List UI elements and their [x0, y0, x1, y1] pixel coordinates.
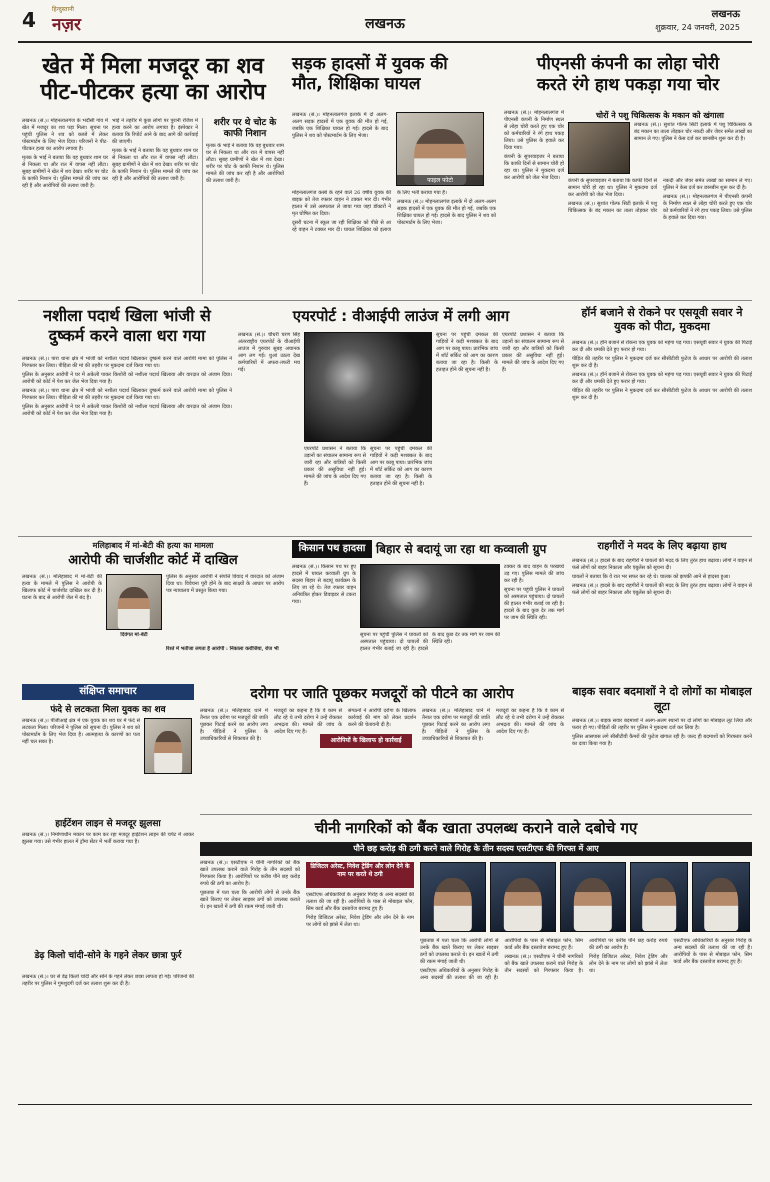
headline [22, 306, 232, 346]
article-horn [572, 306, 752, 532]
brief-item-text: लखनऊ (सं.)। पीजीआई क्षेत्र में एक युवक का शव घर में फंदे से लटकता मिला। परिजनों ने पुलिस को सूचना दी। पुलिस ने शव को पोस्टमार्टम के लिए भेज दिया है। आत्महत्या के कारणों का पता नहीं चल सका है। [22, 718, 140, 745]
paragraph: लखनऊ (सं.)। हॉर्न बजाने से रोकना एक युवक को महंगा पड़ गया। एसयूवी सवार ने युवक की पिटाई कर दी और धमकी देते हुए फरार हो गया। [572, 372, 752, 385]
brief-item-text: लखनऊ (सं.)। निर्माणाधीन मकान पर काम कर रहा मजदूर हाईटेंशन लाइन की चपेट में आकर झुलस गया। उसे गंभीर हालत में ट्रॉमा सेंटर में भर्ती कराया गया है। [22, 832, 194, 845]
victim-photo [396, 112, 484, 186]
person-figure [704, 878, 738, 931]
article-body [22, 356, 232, 532]
paragraph: लखनऊ (सं.)। एसटीएफ ने चीनी नागरिकों को बैंक खाते उपलब्ध कराने वाले गिरोह के तीन सदस्यों को गिरफ्तार किया है। आरोपियों पर करीब पौने छह करोड़ रुपये की ठगी का आरोप है। [200, 860, 300, 887]
article-body: लखनऊ (सं.)। चौधरी चरण सिंह अंतरराष्ट्रीय एयरपोर्ट के वीआईपी लाउंज में गुरुवार सुबह अचानक आग लग गई। धुआं उठता देख कर्मचारियों में अफरा-तफरी मच गई। [238, 332, 300, 373]
paragraph: कंपनी के सुपरवाइजर ने बताया कि काफी दिनों से सामान चोरी हो रहा था। पुलिस ने मुकदमा दर्ज कर आरोपी को जेल भेज दिया। [504, 154, 564, 181]
article-body [572, 558, 752, 680]
headline: राहगीरों ने मदद के लिए बढ़ाया हाथ [597, 541, 727, 552]
paragraph: मोहनलालगंज कस्बे के रहने वाले 26 वर्षीय युवक की बाइक को तेज रफ्तार वाहन ने टक्कर मार दी। गंभीर हालत में उसे अस्पताल ले जाया गया जहां डॉक्टरों ने मृत घोषित कर दिया। [292, 190, 391, 217]
paragraph: लखनऊ (सं.)। बाइक सवार बदमाशों ने अलग-अलग स्थानों पर दो लोगों का मोबाइल लूट लिया और फरार हो गए। पीड़ितों की तहरीर पर पुलिस ने मुकदमा दर्ज कर लिया है। [572, 718, 752, 731]
masthead-rule [18, 41, 752, 43]
article-body-2 [292, 190, 496, 294]
article-body [504, 110, 564, 292]
paragraph: लखनऊ (सं.)। पारा थाना क्षेत्र में भांजी को नशीला पदार्थ खिलाकर दुष्कर्म करने वाले आरोपी मामा को पुलिस ने गिरफ्तार कर लिया। पीड़िता की मां की तहरीर पर मुकदमा दर्ज किया गया था। [22, 356, 232, 369]
masthead [0, 0, 770, 46]
paragraph: लखनऊ (सं.)। हादसे के बाद राहगीरों ने घायलों की मदद के लिए तुरंत हाथ बढ़ाया। लोगों ने वाहन से फंसे लोगों को बाहर निकाला और एंबुलेंस को सूचना दी। [572, 558, 752, 571]
article-field-body [22, 54, 284, 294]
headline: बाइक सवार बदमाशों ने दो लोगों का मोबाइल लूटा [572, 685, 752, 713]
paragraph: सूचना पर पहुंची पुलिस ने घायलों को अस्पताल पहुंचाया। दो घायलों की हालत गंभीर बताई जा रही है। हादसे के बाद कुछ देर तक मार्ग पर जाम की स्थिति रही। [504, 587, 564, 621]
article-daroga [200, 684, 564, 810]
box-body: मृतक के भाई ने बताया कि वह बुधवार शाम घर से निकला था और रात में वापस नहीं लौटा। सुबह ग्रामीणों ने खेत में शव देखा। शरीर पर चोट के काफी निशान थे। पुलिस मामले की जांच कर रही है और आरोपियों की तलाश जारी है। [206, 143, 284, 184]
article-body-3 [504, 564, 564, 680]
inset-label: डिजिटल अरेस्ट, निवेश ट्रेडिंग और लोन देने के नाम पर करते थे ठगी [306, 862, 414, 888]
article-body-2: पुलिस के अनुसार आरोपी ने संपत्ति विवाद में वारदात को अंजाम दिया था। विवेचना पूरी होने के बाद साक्ष्यों के आधार पर आरोप पत्र न्यायालय में प्रस्तुत किया गया। [166, 574, 284, 594]
article-body [200, 860, 300, 1098]
paragraph: टक्कर के बाद वाहन के परखच्चे उड़ गए। पुलिस मामले की जांच कर रही है। [504, 564, 564, 584]
photo-caption: फाइल फोटो [397, 175, 483, 185]
paragraph: मजदूरों का कहना है कि वे काम से लौट रहे थे तभी दरोगा ने उन्हें रोककर अभद्रता की। मामले की जांच के आदेश दिए गए हैं। [274, 708, 342, 735]
fire-photo [304, 332, 432, 442]
crash-photo [360, 564, 500, 628]
accused-photo-4 [630, 862, 688, 932]
footer-rule [18, 1104, 752, 1105]
headline-line-1: सड़क हादसों में युवक की [292, 54, 448, 74]
paragraph: लखनऊ (सं.)। मोहनलालगंज के भदौसी गांव में खेत में मजदूर का शव पड़ा मिला। सूचना पर पहुंची पुलिस ने शव को कब्जे में लेकर पोस्टमार्टम के लिए भेज दिया। परिजनों ने पीट-पीटकर हत्या का आरोप लगाया है। [22, 118, 108, 152]
paragraph: पूछताछ में पता चला कि आरोपी लोगों से उनके बैंक खाते किराए पर लेकर साइबर ठगों को उपलब्ध कराते थे। इन खातों में ठगी की रकम मंगाई जाती थी। [420, 938, 499, 965]
person-figure [574, 878, 612, 931]
headline [22, 54, 284, 106]
paragraph: मृतक के भाई ने बताया कि वह बुधवार शाम घर से निकला था और रात में वापस नहीं लौटा। सुबह ग्रामीणों ने खेत में शव देखा। शरीर पर चोट के काफी निशान थे। पुलिस मामले की जांच कर रही है और आरोपियों की तलाश जारी है। [112, 148, 198, 182]
headline: बिहार से बदायूं जा रहा था कव्वाली ग्रुप [376, 542, 547, 556]
person-figure [434, 878, 472, 931]
photo-caption: दिवंगत मां-बेटी [120, 632, 148, 638]
brief-photo [144, 718, 192, 774]
news-brief [22, 684, 194, 1098]
headline-line-2: पीट-पीटकर हत्या का आरोप [40, 80, 266, 105]
paragraph: पीड़ित की तहरीर पर पुलिस ने मुकदमा दर्ज कर सीसीटीवी फुटेज के आधार पर आरोपी की तलाश शुरू कर दी है। [572, 356, 752, 369]
person-figure [642, 878, 676, 931]
paragraph: लखनऊ (सं.)। मलिहाबाद थाने में तैनात एक दरोगा पर मजदूरों की जाति पूछकर पिटाई करने का आरोप लगा है। पीड़ितों ने पुलिस के उच्चाधिकारियों से शिकायत की है। [422, 708, 490, 742]
article-body-col2 [112, 118, 198, 294]
box-title: शरीर पर थे चोट के काफी निशान [213, 118, 277, 139]
article-body: लखनऊ (सं.)। मलिहाबाद में मां-बेटी की हत्या के मामले में पुलिस ने आरोपी के खिलाफ कोर्ट में चार्जशीट दाखिल कर दी है। घटना के बाद से आरोपी जेल में बंद है। [22, 574, 102, 601]
paragraph: मजदूरों का कहना है कि वे काम से लौट रहे थे तभी दरोगा ने उन्हें रोककर अभद्रता की। मामले की जांच के आदेश दिए गए हैं। [496, 708, 564, 735]
article-body-3: एयरपोर्ट प्रशासन ने बताया कि उड़ानों का संचालन सामान्य रूप से जारी रहा और यात्रियों को किसी प्रकार की असुविधा नहीं हुई। मामले की जांच के आदेश दिए गए हैं। [502, 332, 564, 373]
divider [18, 536, 752, 537]
paragraph: लखनऊ (सं.)। सुशांत गोल्फ सिटी इलाके में पशु चिकित्सक के बंद मकान का ताला तोड़कर चोर नकदी और जेवर समेत लाखों का सामान ले गए। पुलिस ने केस दर्ज कर छानबीन शुरू कर दी है। [568, 178, 752, 214]
accused-photo-3 [560, 862, 626, 932]
article-body-2 [306, 892, 414, 1098]
sidebar-box [202, 118, 284, 294]
person-figure [154, 731, 182, 773]
headline-line-1: पीएनसी कंपनी का लोहा चोरी [536, 54, 720, 74]
article-chargesheet [22, 540, 284, 680]
paragraph: सूचना पर पहुंची पुलिस ने घायलों को अस्पताल पहुंचाया। दो घायलों की हालत गंभीर बताई जा रही है। हादसे के बाद कुछ देर तक मार्ग पर जाम की स्थिति रही। [360, 632, 500, 652]
headline [292, 54, 496, 94]
brief-title: संक्षिप्त समाचार [22, 684, 194, 700]
kicker: मलिहाबाद में मां-बेटी की हत्या का मामला [92, 541, 214, 550]
headline: हॉर्न बजाने से रोकने पर एसयूवी सवार ने युवक को पीटा, मुकदमा [581, 306, 743, 333]
paragraph: पुलिस के अनुसार आरोपी ने घर में अकेली पाकर किशोरी को नशीला पदार्थ खिलाया और वारदात को अंजाम दिया। आरोपी को कोर्ट में पेश कर जेल भेज दिया गया है। [22, 404, 232, 417]
paragraph: कंपनी के सुपरवाइजर ने बताया कि काफी दिनों से सामान चोरी हो रहा था। पुलिस ने मुकदमा दर्ज कर आरोपी को जेल भेज दिया। [568, 178, 657, 198]
brand-logo: नज़र [52, 15, 82, 35]
article-body-2: सूचना पर पहुंची दमकल की गाड़ियों ने कड़ी मशक्कत के बाद आग पर काबू पाया। प्रारंभिक जांच में शॉर्ट सर्किट को आग का कारण बताया जा रहा है। किसी के हताहत होने की सूचना नहीं है। [436, 332, 498, 373]
paragraph: एसटीएफ अधिकारियों के अनुसार गिरोह के अन्य सदस्यों की तलाश की जा रही है। आरोपियों के पास से मोबाइल फोन, सिम कार्ड और बैंक दस्तावेज बरामद हुए हैं। [673, 938, 752, 965]
article-body-3 [568, 178, 752, 292]
article-mobile-loot [572, 684, 752, 810]
section-strip: किसान पथ हादसा [292, 540, 372, 558]
article-bystanders [572, 540, 752, 680]
headline-line-2: दुष्कर्म करने वाला धरा गया [48, 326, 206, 345]
paragraph: लखनऊ (सं.)। मलिहाबाद थाने में तैनात एक दरोगा पर मजदूरों की जाति पूछकर पिटाई करने का आरोप लगा है। पीड़ितों ने पुलिस के उच्चाधिकारियों से शिकायत की है। [200, 708, 268, 742]
paragraph: मृतक के भाई ने बताया कि वह बुधवार शाम घर से निकला था और रात में वापस नहीं लौटा। सुबह ग्रामीणों ने खेत में शव देखा। शरीर पर चोट के काफी निशान थे। पुलिस मामले की जांच कर रही है और आरोपियों की तलाश जारी है। [22, 155, 108, 189]
article-pnc-theft [504, 54, 752, 294]
subhead-bar: चोरों ने पशु चिकित्सक के मकान को खंगाला [595, 111, 725, 120]
person-figure [118, 587, 150, 629]
paragraph: लखनऊ (सं.)। एसटीएफ ने चीनी नागरिकों को बैंक खाते उपलब्ध कराने वाले गिरोह के तीन सदस्यों को गिरफ्तार किया है। आरोपियों पर करीब पौने छह करोड़ रुपये की ठगी का आरोप है। [504, 938, 668, 974]
paragraph: पूछताछ में पता चला कि आरोपी लोगों से उनके बैंक खाते किराए पर लेकर साइबर ठगों को उपलब्ध कराते थे। इन खातों में ठगी की रकम मंगाई जाती थी। [200, 890, 300, 910]
article-body-2: लखनऊ (सं.)। सुशांत गोल्फ सिटी इलाके में पशु चिकित्सक के बंद मकान का ताला तोड़कर चोर नकदी और जेवर समेत लाखों का सामान ले गए। पुलिस ने केस दर्ज कर छानबीन शुरू कर दी है। [634, 122, 752, 142]
deck: पौने छह करोड़ की ठगी करने वाले गिरोह के तीन सदस्य एसटीएफ की गिरफ्त में आए [200, 842, 752, 856]
article-body [200, 708, 564, 810]
accused-photo-1 [420, 862, 486, 932]
brand-small: हिन्दुस्तानी [52, 6, 74, 13]
inset-label: आरोपियों के खिलाफ हो कार्रवाई [320, 734, 412, 748]
paragraph: भाई ने तहरीर में कुछ लोगों पर पुरानी रंजिश में हत्या करने का आरोप लगाया है। इंस्पेक्टर ने बताया कि रिपोर्ट आने के बाद आगे की कार्रवाई की जाएगी। [112, 118, 198, 145]
accused-photo-5 [692, 862, 750, 932]
article-body: लखनऊ (सं.)। किसान पथ पर हुए हादसे में घायल कव्वाली ग्रुप के सदस्य बिहार से बदायूं कार्यक्रम के लिए जा रहे थे। तेज रफ्तार वाहन अनियंत्रित होकर डिवाइडर से टकरा गया। [292, 564, 356, 605]
paragraph: एसटीएफ अधिकारियों के अनुसार गिरोह के अन्य सदस्यों की तलाश की जा रही है। आरोपियों के पास से मोबाइल फोन, सिम कार्ड और बैंक दस्तावेज बरामद हुए हैं। [420, 938, 583, 981]
brief-item-title: फंदे से लटकता मिला युवक का शव [50, 705, 166, 715]
page-number: 4 [22, 8, 36, 32]
headline-line-2: करते रंगे हाथ पकड़ा गया चोर [536, 75, 720, 95]
city-label: लखनऊ [711, 9, 740, 20]
headline-line-1: खेत में मिला मजदूर का शव [42, 54, 264, 79]
headline: चीनी नागरिकों को बैंक खाता उपलब्ध कराने वाले दबोचे गए [314, 819, 638, 837]
paragraph: लखनऊ (सं.)। हॉर्न बजाने से रोकना एक युवक को महंगा पड़ गया। एसयूवी सवार ने युवक की पिटाई कर दी और धमकी देते हुए फरार हो गया। [572, 340, 752, 353]
article-kisan-path [292, 540, 564, 680]
divider [18, 300, 752, 301]
victims-photo [106, 574, 162, 630]
article-body [22, 118, 108, 294]
paragraph: एसटीएफ अधिकारियों के अनुसार गिरोह के अन्य सदस्यों की तलाश की जा रही है। आरोपियों के पास से मोबाइल फोन, सिम कार्ड और बैंक दस्तावेज बरामद हुए हैं। [306, 892, 414, 912]
article-bank-fraud [200, 818, 752, 1098]
accused-photo-2 [490, 862, 556, 932]
article-body-4 [304, 446, 432, 532]
paragraph: सूचना पर पहुंची दमकल की गाड़ियों ने कड़ी मशक्कत के बाद आग पर काबू पाया। प्रारंभिक जांच में शॉर्ट सर्किट को आग का कारण बताया जा रहा है। किसी के हताहत होने की सूचना नहीं है। [370, 446, 432, 487]
paragraph: संगठनों ने आरोपी दरोगा के खिलाफ कार्रवाई की मांग को लेकर प्रदर्शन करने की चेतावनी दी है। [348, 708, 416, 728]
paragraph: घायलों ने बताया कि वे रात भर सफर कर रहे थे। चालक को झपकी आने से हादसा हुआ। [572, 574, 731, 580]
paragraph: पुलिस के अनुसार आरोपी ने घर में अकेली पाकर किशोरी को नशीला पदार्थ खिलाया और वारदात को अंजाम दिया। आरोपी को कोर्ट में पेश कर जेल भेज दिया गया है। [22, 372, 232, 385]
brief-item-title: हाईटेंशन लाइन से मजदूर झुलसा [55, 819, 161, 829]
paragraph: गिरोह डिजिटल अरेस्ट, निवेश ट्रेडिंग और लोन देने के नाम पर लोगों को झांसे में लेता था। [589, 954, 668, 974]
photo-caption-2: रिश्ते में भतीजा लगता है आरोपी : निकाला करोंजिया, रोज भी [166, 646, 279, 652]
paragraph: लखनऊ (सं.)। मोहनलालगंज इलाके में दो अलग-अलग सड़क हादसों में एक युवक की मौत हो गई, जबकि एक शिक्षिका घायल हो गई। हादसे के बाद पुलिस ने शव को पोस्टमार्टम के लिए भेजा। [397, 199, 496, 226]
section-label: लखनऊ [365, 16, 405, 32]
paragraph: गिरोह डिजिटल अरेस्ट, निवेश ट्रेडिंग और लोन देने के नाम पर लोगों को झांसे में लेता था। [306, 915, 414, 928]
divider [200, 814, 752, 815]
person-figure [504, 878, 542, 931]
theft-photo [568, 122, 630, 174]
paragraph: लखनऊ (सं.)। मोहनलालगंज में पीएनसी कंपनी के निर्माण स्थल से लोहा चोरी करते हुए एक चोर को कर्मचारियों ने रंगे हाथ पकड़ लिया। उसे पुलिस के हवाले कर दिया गया। [504, 110, 564, 151]
article-airport-fire [238, 306, 564, 532]
article-body-3 [420, 938, 752, 1098]
paragraph: लखनऊ (सं.)। पारा थाना क्षेत्र में भांजी को नशीला पदार्थ खिलाकर दुष्कर्म करने वाले आरोपी मामा को पुलिस ने गिरफ्तार कर लिया। पीड़िता की मां की तहरीर पर मुकदमा दर्ज किया गया था। [22, 388, 232, 401]
article-body: लखनऊ (सं.)। मोहनलालगंज इलाके में दो अलग-अलग सड़क हादसों में एक युवक की मौत हो गई, जबकि एक शिक्षिका घायल हो गई। हादसे के बाद पुलिस ने शव को पोस्टमार्टम के लिए भेजा। [292, 112, 388, 139]
paragraph: लखनऊ (सं.)। मोहनलालगंज में पीएनसी कंपनी के निर्माण स्थल से लोहा चोरी करते हुए एक चोर को कर्मचारियों ने रंगे हाथ पकड़ लिया। उसे पुलिस के हवाले कर दिया गया। [663, 194, 752, 221]
issue-date: शुक्रवार, 24 जनवरी, 2025 [655, 23, 740, 32]
brief-item-title: डेढ़ किलो चांदी-सोने के गहने लेकर छात्रा फुर्र [34, 951, 182, 961]
headline-line-1: नशीला पदार्थ खिला भांजी से [43, 306, 211, 325]
article-arrest [22, 306, 232, 532]
paragraph: पीड़ित की तहरीर पर पुलिस ने मुकदमा दर्ज कर सीसीटीवी फुटेज के आधार पर आरोपी की तलाश शुरू कर दी है। [572, 388, 752, 401]
brief-item-text: लखनऊ (सं.)। घर से डेढ़ किलो चांदी और सोने के गहने लेकर छात्रा लापता हो गई। परिजनों की तहरीर पर पुलिस ने गुमशुदगी दर्ज कर तलाश शुरू कर दी है। [22, 974, 194, 987]
paragraph: दूसरी घटना में स्कूल जा रही शिक्षिका को पीछे से आ रहे वाहन ने टक्कर मार दी। घायल शिक्षिका को इलाज के लिए भर्ती कराया गया है। [292, 190, 447, 233]
headline: दरोगा पर जाति पूछकर मजदूरों को पीटने का आरोप [250, 686, 514, 702]
paragraph: पुलिस आसपास लगे सीसीटीवी कैमरों की फुटेज खंगाल रही है। जल्द ही बदमाशों को गिरफ्तार करने का दावा किया गया है। [572, 734, 752, 747]
headline: एयरपोर्ट : वीआईपी लाउंज में लगी आग [292, 307, 510, 325]
headline-line-2: मौत, शिक्षिका घायल [292, 74, 421, 94]
headline: आरोपी की चार्जशीट कोर्ट में दाखिल [68, 553, 238, 568]
article-body [572, 718, 752, 810]
article-body-2 [360, 632, 500, 680]
paragraph: एयरपोर्ट प्रशासन ने बताया कि उड़ानों का संचालन सामान्य रूप से जारी रहा और यात्रियों को किसी प्रकार की असुविधा नहीं हुई। मामले की जांच के आदेश दिए गए हैं। [304, 446, 366, 487]
paragraph: लखनऊ (सं.)। हादसे के बाद राहगीरों ने घायलों की मदद के लिए तुरंत हाथ बढ़ाया। लोगों ने वाहन से फंसे लोगों को बाहर निकाला और एंबुलेंस को सूचना दी। [572, 583, 752, 596]
headline [504, 54, 752, 96]
article-body [572, 340, 752, 532]
article-accident [292, 54, 496, 294]
